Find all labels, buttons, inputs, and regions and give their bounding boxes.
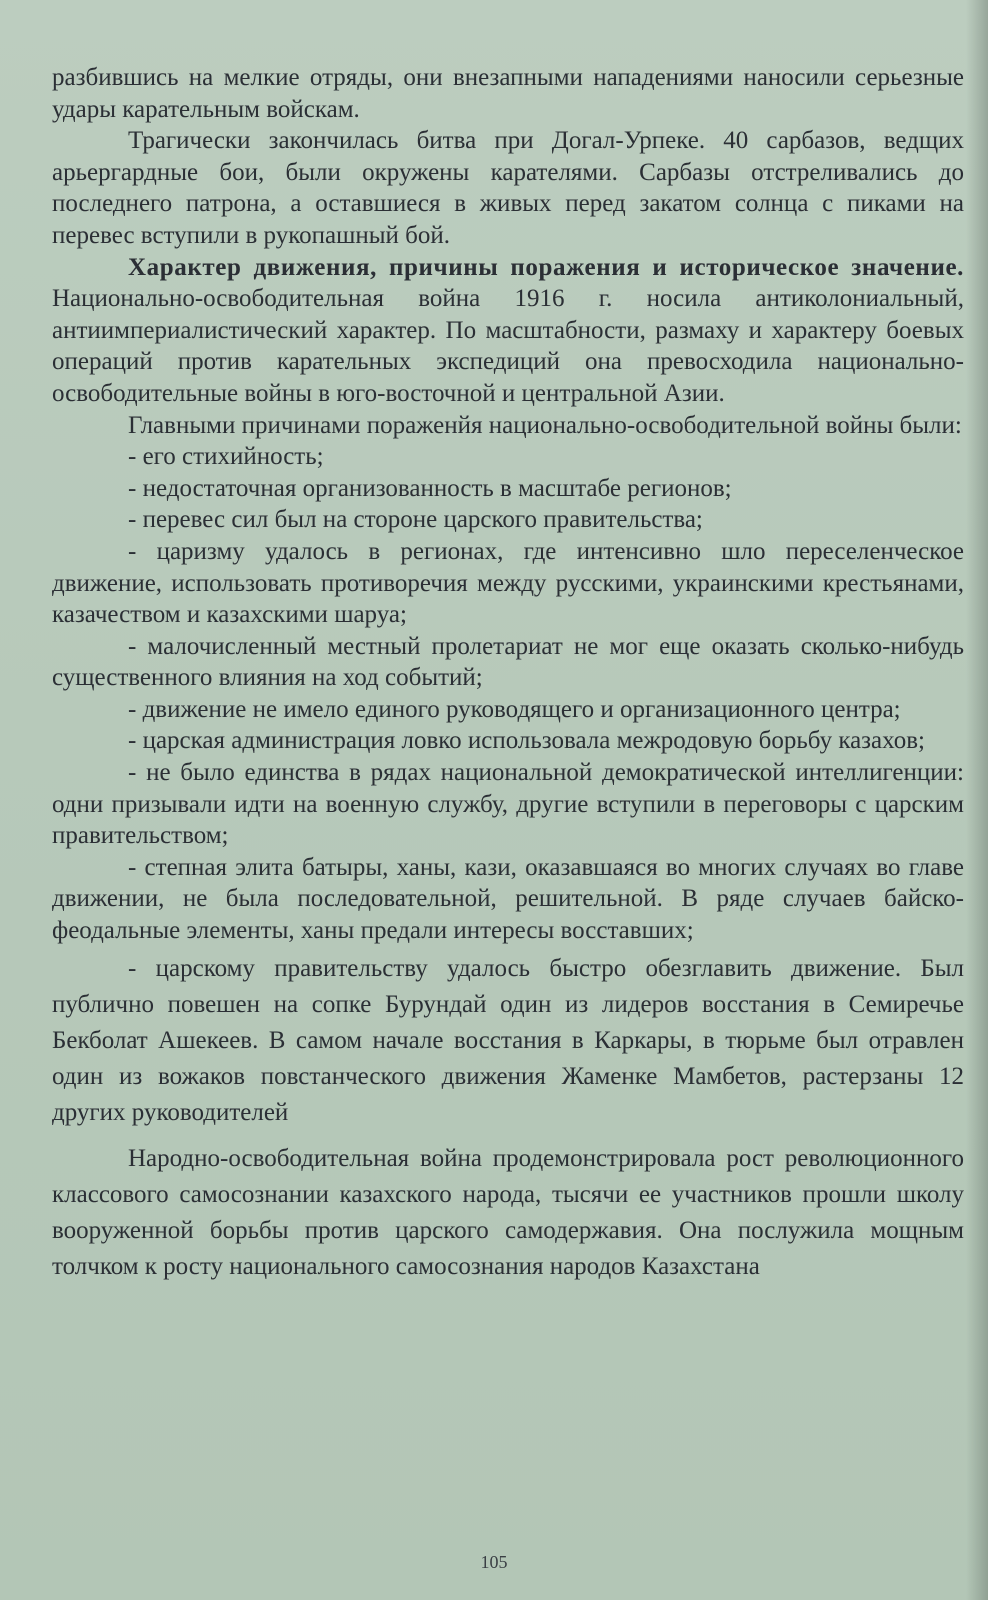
paragraph-2: Трагически закончилась битва при Догал-Урпеке. 40 сарбазов, ведщих арьергардные бои, были окружены карателями. Сарбазы отстреливались до последнего патрона, а оставшиеся в живых перед закатом солнца с пиками на перевес вступили в рукопашный бой. [52,127,964,249]
list-item-10: - царскому правительству удалось быстро обезглавить движение. Был публично повешен на сопке Бурундай один из лидеров восстания в Семиречье Бекболат Ашекеев. В самом начале восстания в Каркары, в тюрьме был отравлен один из вожаков повстанческого движения Жаменке Мамбетов, растерзаны 12 других руководителей [52,954,964,1126]
list-item-2: - недостаточная организованность в масштабе регионов; [128,474,732,502]
page-edge-shadow [966,0,988,1600]
paragraph-final: Народно-освободительная война продемонстрировала рост революционного классового самосознании казахского народа, тысячи ее участников прошли школу вооруженной борьбы против царского самодержавия. Она послужила мощным толчком к росту национального самосознания народов Казахстана [52,1144,964,1280]
list-item-8: - не было единства в рядах национальной демократической интеллигенции: одни призывали идти на военную службу, другие вступили в переговоры с царским правительством; [52,759,964,850]
page-text-body [52,62,964,1285]
list-item-6: - движение не имело единого руководящего и организационного центра; [128,695,901,723]
list-item-4: - царизму удалось в регионах, где интенсивно шло переселенческое движение, использовать противоречия между русскими, украинскими крестьянами, казачеством и казахскими шаруа; [52,537,964,629]
paragraph-3 [52,252,964,410]
paragraph-3-text: Национально-освободительная война 1916 г. носила антиколониальный, антиимпериалистический характер. По масштабности, размаху и характеру боевых операций против карательных экспедиций она превосходила национально-освободительные войны в юго-восточной и центральной Азии. [52,285,964,407]
paragraph-4: Главными причинами пораженйя национально-освободительной войны были: [128,411,962,439]
page-number: 105 [480,1552,508,1572]
list-item-3: - перевес сил был на стороне царского правительства; [128,506,703,534]
list-item-7: - царская администрация ловко использовала межродовую борьбу казахов; [128,727,925,755]
list-item-5: - малочисленный местный пролетариат не мог еще оказать сколько-нибудь существенного влияния на ход событий; [52,632,964,692]
paragraph-1: разбившись на мелкие отряды, они внезапными нападениями наносили серьезные удары карательным войскам. [52,64,964,123]
list-item-9: - степная элита батыры, ханы, кази, оказавшаяся во многих случаях во главе движении, не была последовательной, решительной. В ряде случаев байско-феодальные элементы, ханы предали интересы восставших; [52,853,964,945]
list-item-1: - его стихийность; [128,443,324,471]
section-heading: Характер движения, причины поражения и историческое значение. [128,253,964,281]
